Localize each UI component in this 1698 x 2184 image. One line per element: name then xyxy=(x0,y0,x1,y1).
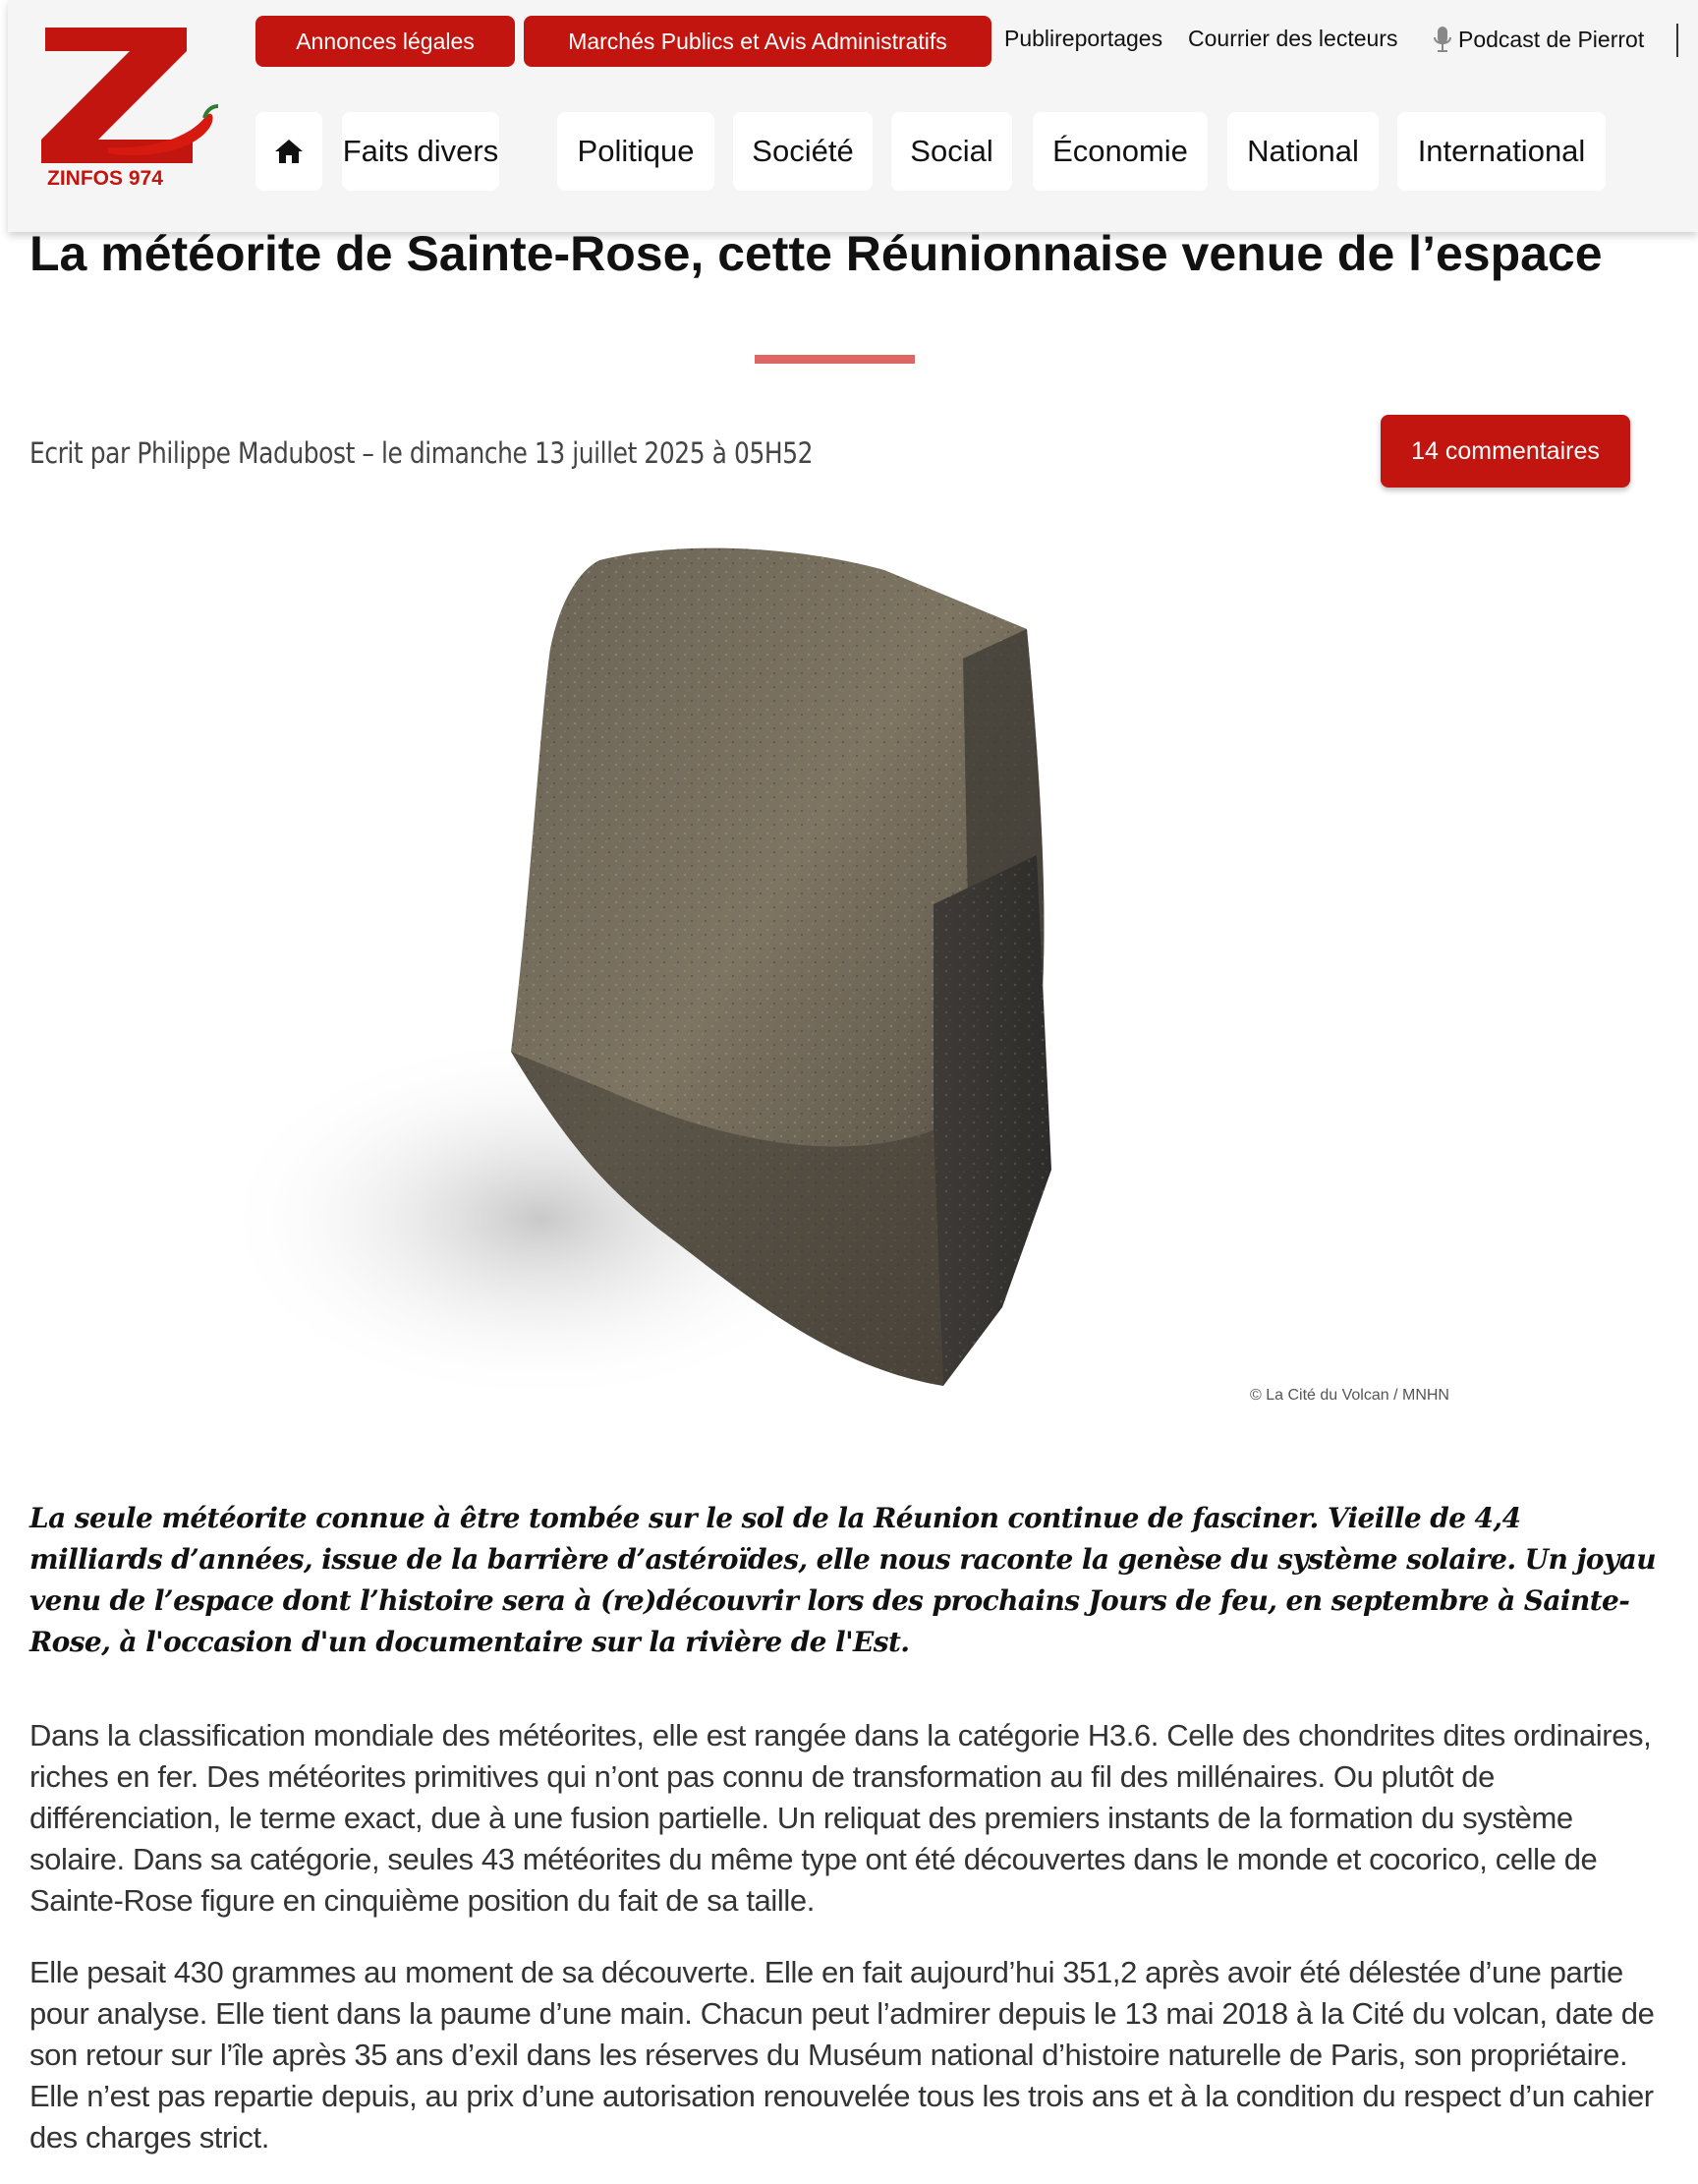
reader-mail-link[interactable]: Courrier des lecteurs xyxy=(1188,26,1398,51)
title-underline xyxy=(755,355,915,364)
publireportages-link[interactable]: Publireportages xyxy=(1004,26,1163,51)
article-title: La météorite de Sainte-Rose, cette Réunionnaise venue de l’espace xyxy=(29,226,1603,281)
podcast-link[interactable] xyxy=(1433,26,1644,53)
nav-home[interactable] xyxy=(255,112,322,191)
nav-social[interactable]: Social xyxy=(891,112,1012,191)
site-logo[interactable] xyxy=(39,24,226,193)
nav-national[interactable]: National xyxy=(1227,112,1379,191)
article-paragraph: Dans la classification mondiale des météorites, elle est rangée dans la catégorie H3.6. Celle des chondrites dites ordinaires, riches en fer. Des météorites primitives qui n’ont pas connu de transformation au fil des millénaires. Ou plutôt de différenciation, le terme exact, due à une fusion partielle. Un reliquat des premiers instants de la formation du système solaire. Dans sa catégorie, seules 43 météorites du même type ont été découvertes dans le monde et cocorico, celle de Sainte-Rose figure en cinquième position du fait de sa taille. xyxy=(29,1718,1652,1918)
site-header xyxy=(8,0,1698,232)
article-paragraph: Elle pesait 430 grammes au moment de sa découverte. Elle en fait aujourd’hui 351,2 après avoir été délestée d’une partie pour analyse. Elle tient dans la paume d’une main. Chacun peut l’admirer depuis le 13 mai 2018 à la Cité du volcan, date de son retour sur l’île après 35 ans d’exil dans les réserves du Muséum national d’histoire naturelle de Paris, son propriétaire. Elle n’est pas repartie depuis, au prix d’une autorisation renouvelée tous les trois ans et à la condition du respect d’un cahier des charges strict. xyxy=(29,1955,1655,2155)
public-markets-button[interactable]: Marchés Publics et Avis Administratifs xyxy=(524,16,991,67)
svg-text:ZINFOS 974: ZINFOS 974 xyxy=(47,167,163,190)
podcast-label: Podcast de Pierrot xyxy=(1458,26,1645,52)
comments-button[interactable]: 14 commentaires xyxy=(1381,415,1630,488)
nav-international[interactable]: International xyxy=(1397,112,1606,191)
nav-faits-divers[interactable]: Faits divers xyxy=(342,112,499,191)
nav-economie[interactable]: Économie xyxy=(1033,112,1208,191)
top-links-divider xyxy=(1676,24,1678,57)
zinfos-logo-mark xyxy=(39,24,226,193)
article-byline: Ecrit par Philippe Madubost – le dimanche 13 juillet 2025 à 05H52 xyxy=(29,436,814,470)
nav-societe[interactable]: Société xyxy=(733,112,873,191)
legal-notices-button[interactable]: Annonces légales xyxy=(255,16,515,67)
microphone-icon xyxy=(1433,26,1452,53)
article-lead: La seule météorite connue à être tombée sur le sol de la Réunion continue de fasciner. Vieille de 4,4 milliards d’années, issue de la barrière d’astéroïdes, elle nous raconte la genèse du système solaire. Un joyau venu de l’espace dont l’histoire sera à (re)découvrir lors des prochains Jours de feu, en septembre à Sainte-Rose, à l'occasion d'un documentaire sur la rivière de l'Est. xyxy=(29,1502,1656,1658)
home-icon xyxy=(273,138,305,165)
meteorite-photo xyxy=(187,541,1464,1421)
nav-politique[interactable]: Politique xyxy=(557,112,714,191)
photo-credit: © La Cité du Volcan / MNHN xyxy=(1250,1387,1449,1404)
